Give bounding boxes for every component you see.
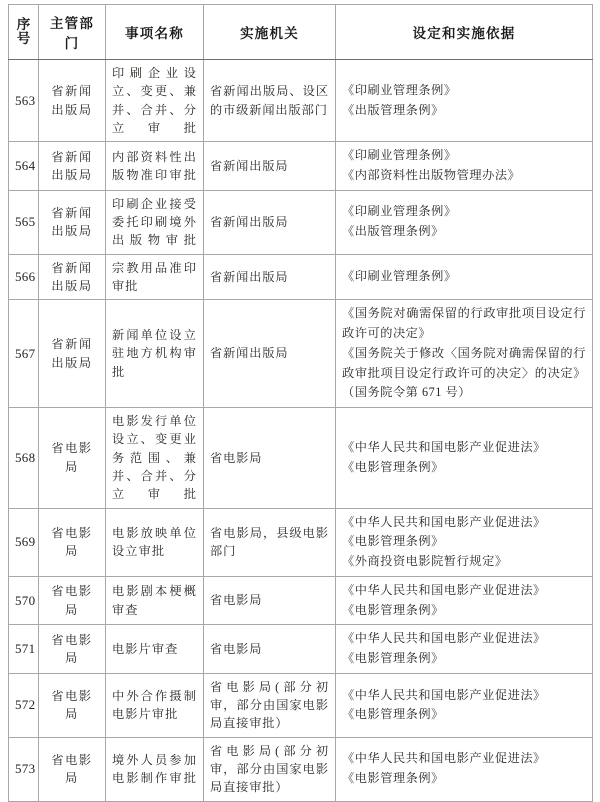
legal-basis-line: 《电影管理条例》 <box>342 534 444 549</box>
cell-implementing-organ: 省电影局，县级电影部门 <box>204 508 336 576</box>
cell-implementing-organ: 省新闻出版局 <box>204 142 336 191</box>
legal-basis-line: 《中华人民共和国电影产业促进法》 <box>342 751 546 766</box>
table-row <box>9 576 593 625</box>
cell-item-name: 内部资料性出版物准印审批 <box>106 142 204 191</box>
cell-legal-basis <box>336 625 593 674</box>
table-row <box>9 190 593 254</box>
cell-item-name: 境外人员参加电影制作审批 <box>106 737 204 801</box>
cell-legal-basis <box>336 408 593 508</box>
cell-legal-basis <box>336 142 593 191</box>
legal-basis-line: 《印刷业管理条例》 <box>342 269 457 284</box>
table-row <box>9 737 593 801</box>
column-header-basis: 设定和实施依据 <box>336 5 593 60</box>
legal-basis-line: 《电影管理条例》 <box>342 771 444 786</box>
cell-legal-basis <box>336 737 593 801</box>
table-header <box>9 5 593 60</box>
cell-legal-basis <box>336 60 593 142</box>
cell-legal-basis <box>336 254 593 300</box>
cell-item-name: 印刷企业接受委托印刷境外出版物审批 <box>106 190 204 254</box>
column-header-seq-line2: 号 <box>16 31 31 47</box>
column-header-org: 实施机关 <box>204 5 336 60</box>
cell-sequence-number: 573 <box>9 737 39 801</box>
table-row <box>9 625 593 674</box>
legal-basis-line: 《出版管理条例》 <box>342 224 444 239</box>
legal-basis-line: 《电影管理条例》 <box>342 602 444 617</box>
legal-basis-line: 《印刷业管理条例》 <box>342 148 457 163</box>
column-header-dept: 主管部门 <box>39 5 106 60</box>
cell-sequence-number: 566 <box>9 254 39 300</box>
cell-implementing-organ: 省新闻出版局、设区的市级新闻出版部门 <box>204 60 336 142</box>
cell-supervising-department: 省电影局 <box>39 625 106 674</box>
cell-legal-basis <box>336 576 593 625</box>
legal-basis-line: 《国务院关于修改〈国务院对确需保留的行政审批项目设定行政许可的决定〉的决定》（国务院令第 671 号） <box>342 345 586 400</box>
cell-item-name: 新闻单位设立驻地方机构审批 <box>106 300 204 408</box>
cell-item-name: 宗教用品准印审批 <box>106 254 204 300</box>
cell-sequence-number: 564 <box>9 142 39 191</box>
cell-supervising-department: 省电影局 <box>39 576 106 625</box>
cell-implementing-organ: 省电影局 <box>204 408 336 508</box>
legal-basis-line: 《中华人民共和国电影产业促进法》 <box>342 631 546 646</box>
cell-sequence-number: 572 <box>9 673 39 737</box>
cell-supervising-department: 省电影局 <box>39 737 106 801</box>
table-row <box>9 408 593 508</box>
column-header-item: 事项名称 <box>106 5 204 60</box>
legal-basis-line: 《外商投资电影院暂行规定》 <box>342 554 508 569</box>
table-row <box>9 60 593 142</box>
table-row <box>9 300 593 408</box>
cell-sequence-number: 563 <box>9 60 39 142</box>
legal-basis-line: 《出版管理条例》 <box>342 102 444 117</box>
cell-item-name: 电影发行单位设立、变更业务范围、兼并、合并、分立审批 <box>106 408 204 508</box>
table-row <box>9 254 593 300</box>
legal-basis-line: 《电影管理条例》 <box>342 707 444 722</box>
legal-basis-line: 《国务院对确需保留的行政审批项目设定行政许可的决定》 <box>342 306 586 340</box>
cell-sequence-number: 571 <box>9 625 39 674</box>
column-header-seq-stacked <box>15 18 32 46</box>
cell-supervising-department: 省电影局 <box>39 673 106 737</box>
column-header-seq <box>9 5 39 60</box>
cell-legal-basis <box>336 190 593 254</box>
cell-sequence-number: 569 <box>9 508 39 576</box>
cell-item-name: 中外合作摄制电影片审批 <box>106 673 204 737</box>
cell-implementing-organ: 省电影局 <box>204 576 336 625</box>
cell-implementing-organ: 省新闻出版局 <box>204 300 336 408</box>
cell-implementing-organ: 省电影局 <box>204 625 336 674</box>
legal-basis-line: 《内部资料性出版物管理办法》 <box>342 167 521 182</box>
cell-legal-basis <box>336 300 593 408</box>
legal-basis-line: 《电影管理条例》 <box>342 459 444 474</box>
cell-supervising-department: 省新闻出版局 <box>39 142 106 191</box>
cell-supervising-department: 省电影局 <box>39 508 106 576</box>
table-row <box>9 673 593 737</box>
cell-supervising-department: 省新闻出版局 <box>39 300 106 408</box>
legal-basis-line: 《中华人民共和国电影产业促进法》 <box>342 514 546 529</box>
cell-sequence-number: 568 <box>9 408 39 508</box>
legal-basis-line: 《中华人民共和国电影产业促进法》 <box>342 687 546 702</box>
administrative-approval-table <box>8 4 593 802</box>
column-header-seq-line1: 序 <box>16 16 31 33</box>
cell-legal-basis <box>336 673 593 737</box>
cell-implementing-organ: 省新闻出版局 <box>204 190 336 254</box>
cell-supervising-department: 省电影局 <box>39 408 106 508</box>
legal-basis-line: 《中华人民共和国电影产业促进法》 <box>342 440 546 454</box>
legal-basis-line: 《电影管理条例》 <box>342 651 444 666</box>
cell-sequence-number: 570 <box>9 576 39 625</box>
cell-item-name: 电影片审查 <box>106 625 204 674</box>
cell-sequence-number: 565 <box>9 190 39 254</box>
table-body <box>9 60 593 802</box>
cell-supervising-department: 省新闻出版局 <box>39 190 106 254</box>
legal-basis-line: 《印刷业管理条例》 <box>342 204 457 219</box>
cell-sequence-number: 567 <box>9 300 39 408</box>
cell-item-name: 印刷企业设立、变更、兼并、合并、分立审批 <box>106 60 204 142</box>
table-header-row <box>9 5 593 60</box>
cell-legal-basis <box>336 508 593 576</box>
cell-item-name: 电影剧本梗概审查 <box>106 576 204 625</box>
table-row <box>9 142 593 191</box>
cell-implementing-organ: 省电影局(部分初审，部分由国家电影局直接审批） <box>204 673 336 737</box>
cell-item-name: 电影放映单位设立审批 <box>106 508 204 576</box>
cell-implementing-organ: 省电影局(部分初审，部分由国家电影局直接审批） <box>204 737 336 801</box>
cell-supervising-department: 省新闻出版局 <box>39 60 106 142</box>
legal-basis-line: 《中华人民共和国电影产业促进法》 <box>342 582 546 597</box>
legal-basis-line: 《印刷业管理条例》 <box>342 82 457 97</box>
table-row <box>9 508 593 576</box>
cell-supervising-department: 省新闻出版局 <box>39 254 106 300</box>
cell-implementing-organ: 省新闻出版局 <box>204 254 336 300</box>
